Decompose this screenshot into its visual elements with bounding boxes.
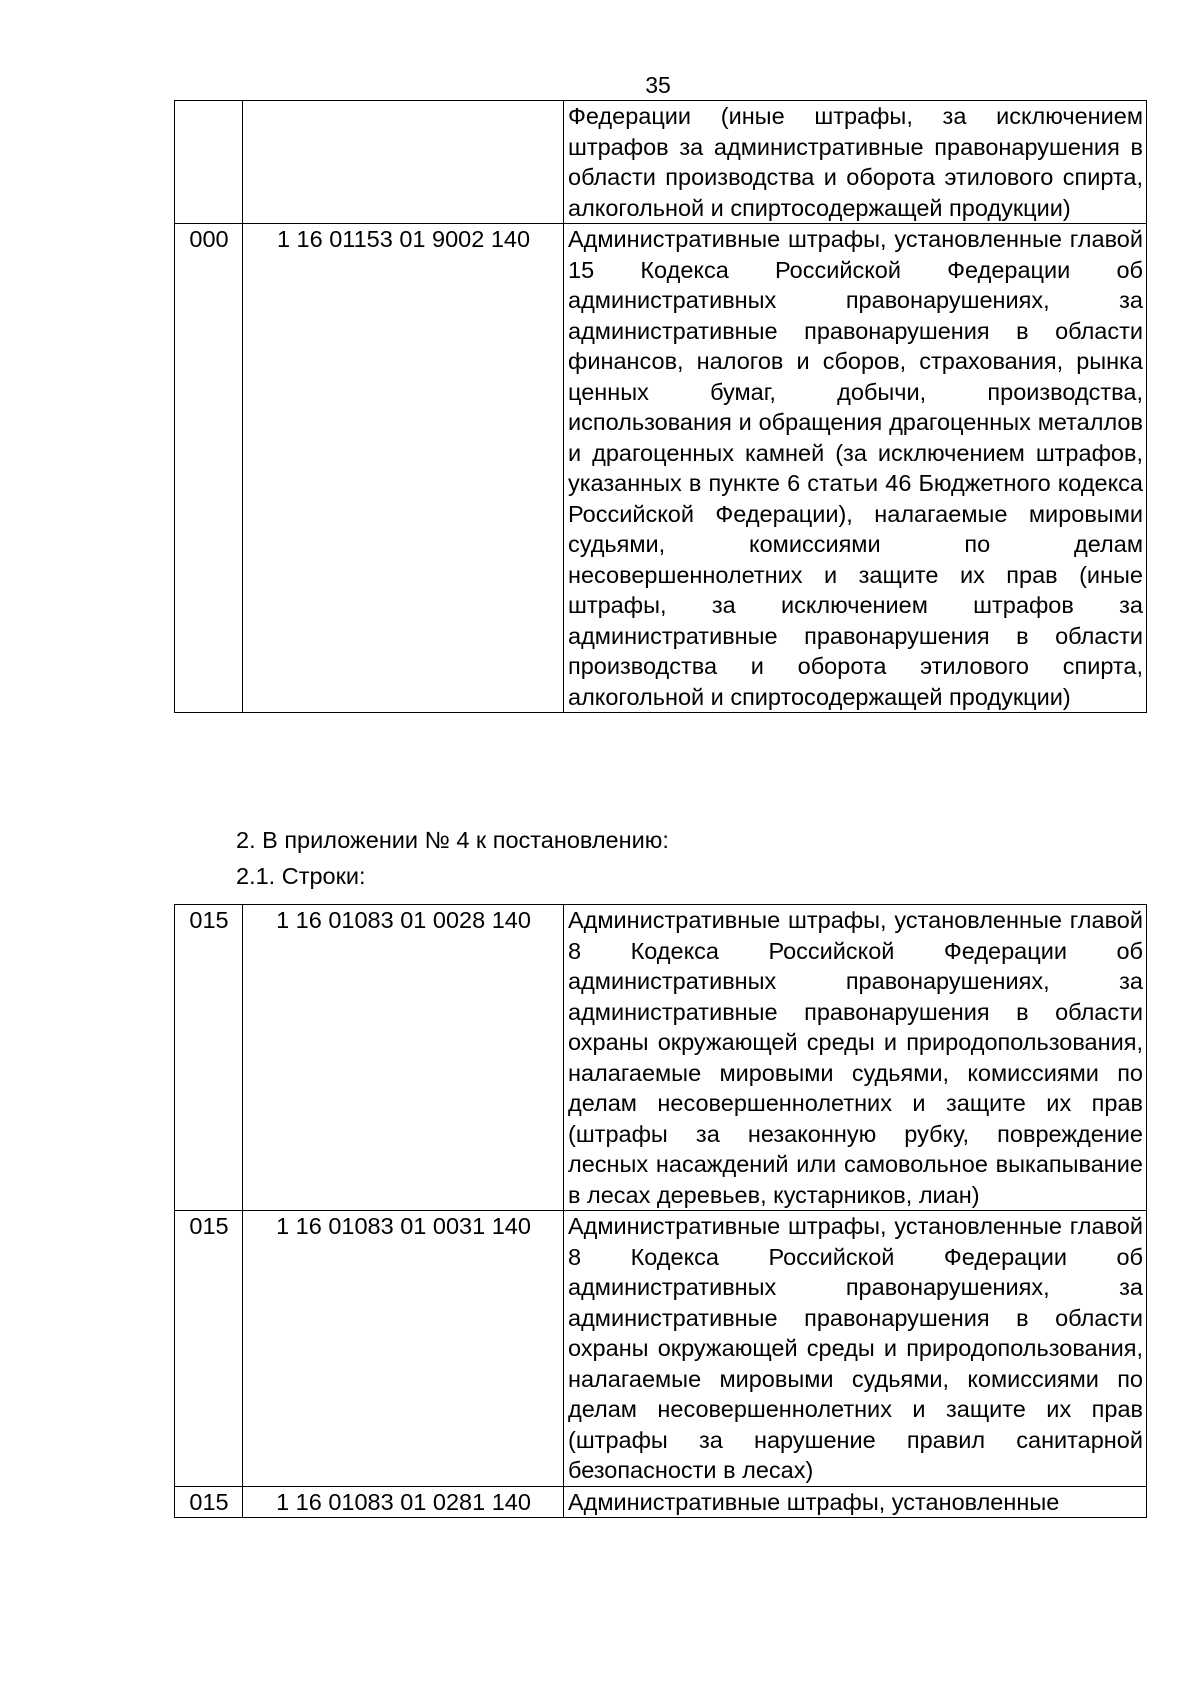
admin-code-cell: 015 — [175, 1211, 243, 1487]
table-row — [175, 1486, 1147, 1518]
description-cell — [564, 224, 1147, 713]
admin-code-cell — [175, 101, 243, 224]
description-text: Федерации (иные штрафы, за исключением штрафов за административные правонарушения в области производства и оборота этилового спирта, алкогольной и спиртосодержащей продукции) — [568, 103, 1143, 221]
table-row — [175, 1211, 1147, 1487]
admin-code-cell: 015 — [175, 1486, 243, 1518]
description-text: Административные штрафы, установленные — [568, 1488, 1060, 1515]
admin-code-cell: 000 — [175, 224, 243, 713]
paragraph-rows-heading: 2.1. Строки: — [236, 863, 366, 889]
budget-codes-table — [174, 904, 1147, 1518]
kbk-code-cell: 1 16 01153 01 9002 140 — [243, 224, 564, 713]
kbk-code-cell — [243, 101, 564, 224]
kbk-code-cell: 1 16 01083 01 0031 140 — [243, 1211, 564, 1487]
paragraph-appendix-4: 2. В приложении № 4 к постановлению: — [236, 827, 669, 853]
table-row — [175, 101, 1147, 224]
description-cell — [564, 905, 1147, 1211]
table-row — [175, 905, 1147, 1211]
kbk-code-cell: 1 16 01083 01 0281 140 — [243, 1486, 564, 1518]
table-row — [175, 224, 1147, 713]
description-cell — [564, 1486, 1147, 1518]
kbk-code-cell: 1 16 01083 01 0028 140 — [243, 905, 564, 1211]
budget-codes-table-continued — [174, 100, 1147, 713]
description-text: Административные штрафы, установленные главой 15 Кодекса Российской Федерации об административных правонарушениях, за административные правонарушения в области финансов, налогов и сборов, страхования, рынка ценных бумаг, добычи, производства, использования и обращения драгоценных металлов и драгоценных камней (за исключением штрафов, указанных в пункте 6 статьи 46 Бюджетного кодекса Российской Федерации), налагаемые мировыми судьями, комиссиями по делам несовершеннолетних и защите их прав (иные штрафы, за исключением штрафов за административные правонарушения в области производства и оборота этилового спирта, алкогольной и спиртосодержащей продукции) — [568, 226, 1143, 710]
description-cell — [564, 1211, 1147, 1487]
page-number: 35 — [645, 72, 671, 98]
description-text: Административные штрафы, установленные главой 8 Кодекса Российской Федерации об административных правонарушениях, за административные правонарушения в области охраны окружающей среды и природопользования, налагаемые мировыми судьями, комиссиями по делам несовершеннолетних и защите их прав (штрафы за незаконную рубку, повреждение лесных насаждений или самовольное выкапывание в лесах деревьев, кустарников, лиан) — [568, 907, 1143, 1208]
admin-code-cell: 015 — [175, 905, 243, 1211]
description-text: Административные штрафы, установленные главой 8 Кодекса Российской Федерации об административных правонарушениях, за административные правонарушения в области охраны окружающей среды и природопользования, налагаемые мировыми судьями, комиссиями по делам несовершеннолетних и защите их прав (штрафы за нарушение правил санитарной безопасности в лесах) — [568, 1213, 1143, 1483]
description-cell — [564, 101, 1147, 224]
